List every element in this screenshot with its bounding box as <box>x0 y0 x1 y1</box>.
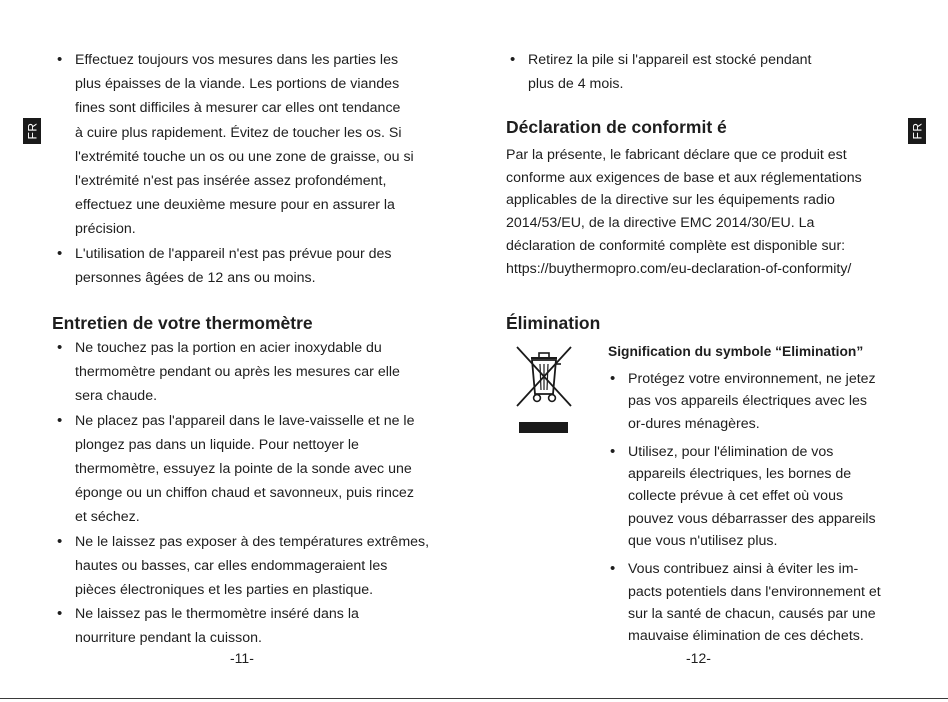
text-line: pièces électroniques et les parties en plastique. <box>75 582 374 599</box>
text-line: l'extrémité n'est pas insérée assez profondément, <box>75 173 387 190</box>
text-line: • Utilisez, pour l'élimination de vos <box>628 443 834 460</box>
bullet-item <box>53 530 468 603</box>
storage-bullet-list <box>506 48 906 96</box>
text-line: • L'utilisation de l'appareil n'est pas prévue pour des <box>75 245 392 262</box>
text-line: éponge ou un chiffon chaud et savonneux, puis rincez <box>75 485 414 502</box>
page-number: -11- <box>230 650 254 666</box>
disposal-bullet-list <box>606 368 926 648</box>
text-line: appareils électriques, les bornes de <box>628 466 852 483</box>
text-line: sera chaude. <box>75 388 158 405</box>
text-line: • Ne laissez pas le thermomètre inséré dans la <box>75 606 359 623</box>
text-line: applicables de la directive sur les équipements radio <box>506 192 835 209</box>
language-tab-label: FR <box>25 122 39 140</box>
text-line: • Effectuez toujours vos mesures dans les parties les <box>75 52 399 68</box>
language-tab <box>23 118 41 144</box>
text-line: à cuire plus rapidement. Évitez de toucher les os. Si <box>75 124 402 141</box>
text-line: plus de 4 mois. <box>528 76 624 93</box>
intro-bullet-list <box>53 48 463 290</box>
bullet-item <box>53 242 463 290</box>
text-line: • Protégez votre environnement, ne jetez <box>628 371 876 387</box>
language-tab-label: FR <box>910 122 924 140</box>
conformity-heading: Déclaration de conformit é <box>506 117 727 137</box>
bullet-item <box>506 48 906 96</box>
text-line: • Ne touchez pas la portion en acier inoxydable du <box>75 340 382 356</box>
text-line: or-dures ménagères. <box>628 415 760 432</box>
page-number: -12- <box>686 650 711 666</box>
text-line: plongez pas dans un liquide. Pour nettoyer le <box>75 436 359 453</box>
text-line: • Ne le laissez pas exposer à des températures extrêmes, <box>75 533 430 550</box>
text-line: thermomètre, essuyez la pointe de la sonde avec une <box>75 461 412 478</box>
crossed-out-wheelie-bin-icon <box>514 344 574 436</box>
disposal-heading: Élimination <box>506 313 601 333</box>
text-line: précision. <box>75 221 136 238</box>
text-line: effectuez une deuxième mesure pour en assurer la <box>75 197 395 214</box>
care-heading: Entretien de votre thermomètre <box>52 313 313 333</box>
text-line: plus épaisses de la viande. Les portions de viandes <box>75 76 400 93</box>
text-line: pacts potentiels dans l'environnement et <box>628 583 881 600</box>
text-line: mauvaise élimination de ces déchets. <box>628 628 864 645</box>
text-line: hautes ou basses, car elles endommageraient les <box>75 557 388 574</box>
conformity-paragraph <box>506 144 916 280</box>
text-line: que vous n'utilisez plus. <box>628 533 778 550</box>
bullet-item <box>53 602 468 650</box>
bullet-item <box>606 558 926 647</box>
text-line: l'extrémité touche un os ou une zone de graisse, ou si <box>75 148 414 165</box>
care-bullet-list <box>53 336 468 651</box>
symbol-subheading: Signification du symbole “Elimination” <box>608 344 864 359</box>
bullet-item <box>53 48 463 242</box>
text-line: fines sont difficiles à mesurer car elles ont tendance <box>75 100 401 117</box>
bullet-item <box>606 441 926 552</box>
text-line: pouvez vous débarrasser des appareils <box>628 510 876 527</box>
bullet-item <box>53 336 468 409</box>
text-line: sur la santé de chacun, causés par une <box>628 605 876 622</box>
text-line: déclaration de conformité complète est disponible sur: <box>506 237 846 254</box>
left-page <box>0 0 474 690</box>
text-line: 2014/53/EU, de la directive EMC 2014/30/EU. La <box>506 215 815 232</box>
bullet-item <box>606 368 926 435</box>
text-line: Par la présente, le fabricant déclare que ce produit est <box>506 147 847 163</box>
text-line: • Vous contribuez ainsi à éviter les im- <box>628 561 859 578</box>
text-line: personnes âgées de 12 ans ou moins. <box>75 269 316 286</box>
text-line: • Retirez la pile si l'appareil est stocké pendant <box>528 52 812 68</box>
text-line: nourriture pendant la cuisson. <box>75 630 262 647</box>
bullet-item <box>53 409 468 530</box>
text-line: thermomètre pendant ou après les mesures car elle <box>75 364 400 381</box>
text-line: collecte prévue à cet effet où vous <box>628 488 844 505</box>
text-line: • Ne placez pas l'appareil dans le lave-vaisselle et ne le <box>75 412 415 429</box>
language-tab <box>908 118 926 144</box>
text-line: https://buythermopro.com/eu-declaration-of-conformity/ <box>506 260 852 277</box>
text-line: pas vos appareils électriques avec les <box>628 393 867 410</box>
text-line: conforme aux exigences de base et aux réglementations <box>506 169 862 186</box>
text-line: et séchez. <box>75 509 140 526</box>
bottom-rule <box>0 698 948 699</box>
right-page <box>474 0 948 690</box>
